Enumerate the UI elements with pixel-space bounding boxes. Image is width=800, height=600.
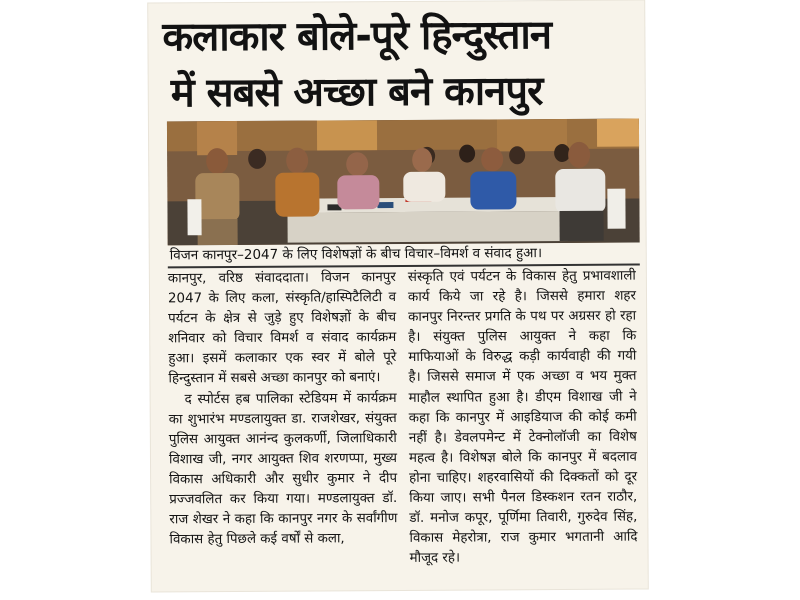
article-column-right [408,267,638,570]
article-paragraph: कानपुर, वरिष्ठ संवाददाता। विजन कानपुर 2047 के लिए कला, संस्कृति/हास्पिटैलिटी व पर्यटन के क्षेत्र से जुड़े हुए विशेषज्ञों के बीच शनिवार को विचार विमर्श व संवाद कार्यक्रम हुआ। इसमें कलाकार एक स्वर में बोले पूरे हिन्दुस्तान में सबसे अच्छा कानपुर को बनाएं। [167,270,397,387]
article-paragraph: संस्कृति एवं पर्यटन के विकास हेतु प्रभावशाली कार्य किये जा रहे है। जिससे हमारा शहर कानपुर निरन्तर प्रगति के पथ पर अग्रसर हो रहा है। संयुक्त पुलिस आयुक्त ने कहा कि माफियाओं के विरुद्ध कड़ी कार्यवाही की गयी है। जिससे समाज में एक अच्छा व भय मुक्त माहौल स्थापित हुआ है। डीएम विशाख जी ने कहा कि कानपुर में आइडियाज की कोई कमी नहीं है। डेवलपमेन्ट में टेक्नोलॉजी का विशेष महत्व है। विशेषज्ञ बोले कि कानपुर में बदलाव होना चाहिए। शहरवासियों की दिक्कतों को दूर किया जाए। सभी पैनल डिस्कशन रतन राठौर, डॉ. मनोज कपूर, पूर्णिमा तिवारी, गुरुदेव सिंह, विकास मेहरोत्रा, राज कुमार भगतानी आदि मौजूद रहे। [407,268,638,567]
headline-line-1: कलाकार बोले-पूरे हिन्दुस्तान [162,12,552,61]
event-photo [167,119,640,246]
article-paragraph: द स्पोर्टस हब पालिका स्टेडियम में कार्यक्रम का शुभारंभ मण्डलायुक्त डा. राजशेखर, संयुक्त पुलिस आयुक्त आनंन्द कुलकर्णी, जिलाधिकारी विशाख जी, नगर आयुक्त शिव शरणप्पा, मुख्य विकास अधिकारी और सुधीर कुमार ने दीप प्रज्जवलित कर किया गया। मण्डलायुक्त डॉ. राज शेखर ने कहा कि कानपुर नगर के सर्वांगीण विकास हेतु पिछले कई वर्षों से कला, [168,390,398,548]
event-photo-illustration [167,119,640,246]
headline-line-2: में सबसे अच्छा बने कानपुर [170,68,543,117]
photo-caption: विजन कानपुर–2047 के लिए विशेषज्ञों के बीच विचार–विमर्श व संवाद हुआ। [169,245,543,264]
article-column-left [168,268,398,551]
newspaper-clipping [148,0,648,591]
